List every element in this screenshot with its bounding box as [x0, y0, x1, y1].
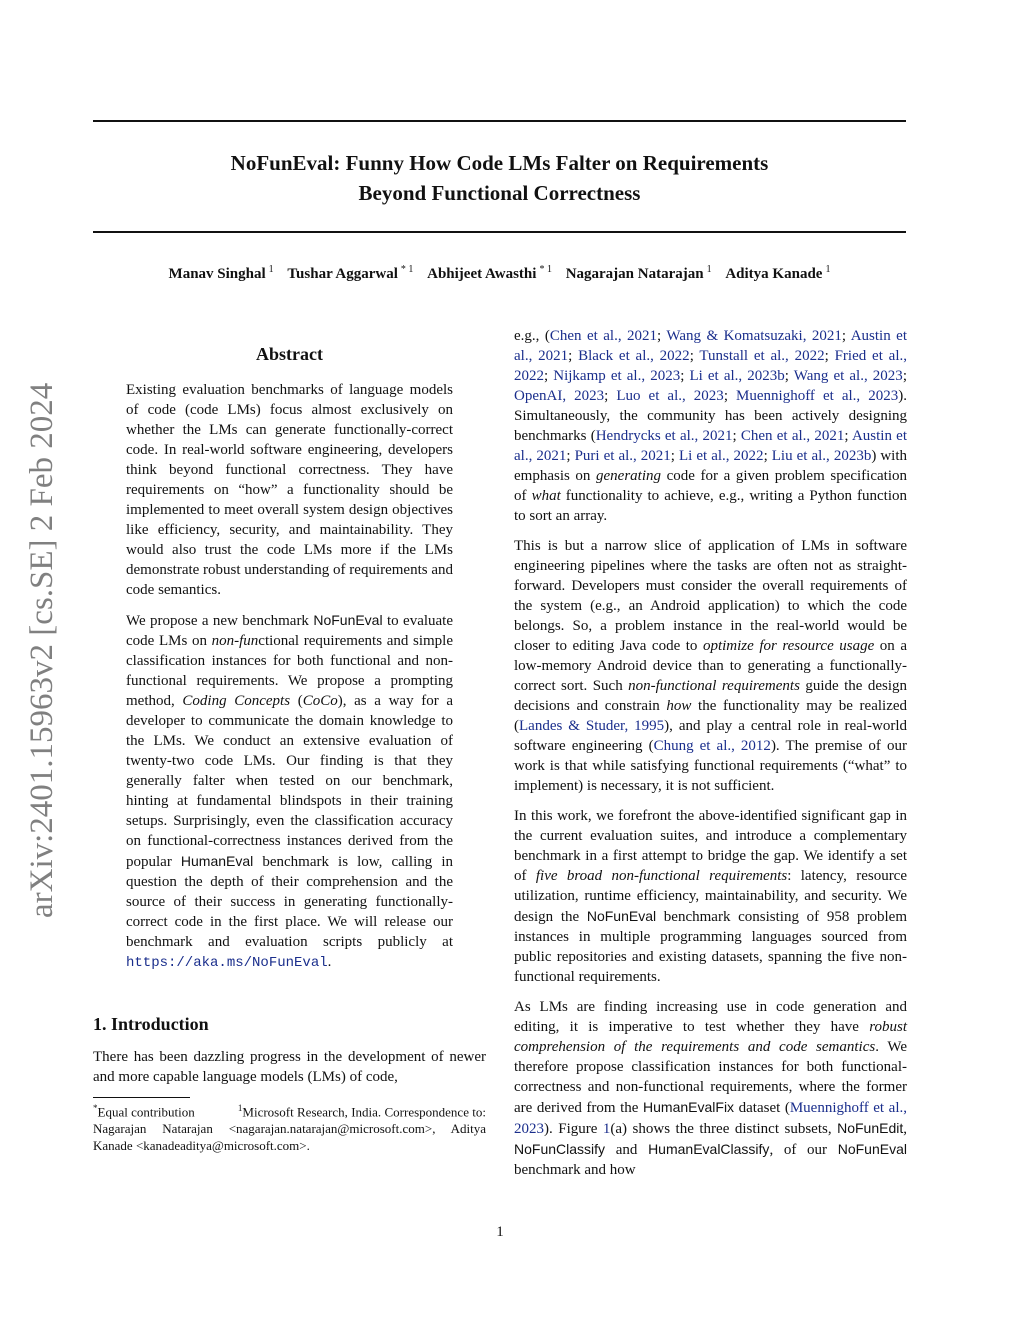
- abstract: [93, 380, 486, 973]
- citation-link[interactable]: Muennighoff et al., 2023: [736, 388, 899, 404]
- author: Nagarajan Natarajan $^1$: [565, 264, 712, 282]
- citation-link[interactable]: Chen et al., 2021: [740, 428, 845, 444]
- citation-link[interactable]: Austin et al., 2021: [514, 428, 907, 464]
- benchmark-link[interactable]: https://aka.ms/NoFunEval: [126, 955, 328, 971]
- body-paragraph-3: In this work, we forefront the above-identified significant gap in the current evaluation suites, and introduce a complementary benchmark in a first attempt to bridge the gap. We identify a set of five broad non-functional requirements: latency, resource utilization, runtime efficiency, maintainability, and security. We design the NoFunEval benchmark consisting of 958 problem instances in multiple programming languages sourced from public repositories and existing datasets, spanning the five non-functional requirements.: [514, 808, 908, 985]
- citation-link[interactable]: Wang & Komatsuzaki, 2021: [666, 328, 842, 344]
- citation-link[interactable]: Fried et al., 2022: [514, 348, 908, 384]
- page-number: 1: [496, 1224, 504, 1240]
- paper-title: [93, 148, 906, 208]
- citation-link[interactable]: Muennighoff et al., 2023: [514, 1100, 907, 1137]
- title-line-1: NoFunEval: Funny How Code LMs Falter on Requirements: [230, 151, 769, 175]
- citation-link[interactable]: Liu et al., 2023b: [771, 448, 872, 464]
- figure-link[interactable]: 1: [602, 1121, 611, 1137]
- body-paragraph-1: e.g., (Chen et al., 2021; Wang & Komatsuzaki, 2021; Austin et al., 2021; Black et al., 2022; Tunstall et al., 2022; Fried et al., 2022; Nijkamp et al., 2023; Li et al., 2023b; Wang et al., 2023; OpenAI, 2023; Luo et al., 2023; Muennighoff et al., 2023). Simultaneously, the community has been actively designing benchmarks (Hendrycks et al., 2021; Chen et al., 2021; Austin et al., 2021; Puri et al., 2021; Li et al., 2022; Liu et al., 2023b) with emphasis on generating code for a given problem specification of what functionality to achieve, e.g., writing a Python function to sort an array.: [514, 328, 908, 524]
- citation-link[interactable]: Luo et al., 2023: [616, 388, 724, 404]
- title-line-2: Beyond Functional Correctness: [358, 181, 641, 205]
- citation-link[interactable]: Chen et al., 2021: [549, 328, 658, 344]
- arxiv-identifier: arXiv:2401.15963v2 [cs.SE] 2 Feb 2024: [24, 382, 60, 918]
- left-column: [93, 340, 486, 1154]
- citation-link[interactable]: Landes & Studer, 1995: [519, 718, 665, 734]
- right-column: [514, 326, 907, 1190]
- citation-link[interactable]: Li et al., 2022: [679, 448, 764, 464]
- author: Manav Singhal $^1$: [168, 264, 274, 282]
- citation-link[interactable]: Tunstall et al., 2022: [699, 348, 825, 364]
- section-heading-introduction: 1. Introduction: [93, 1014, 209, 1034]
- title-rule-top: [93, 120, 906, 122]
- citation-link[interactable]: Chung et al., 2012: [653, 738, 771, 754]
- citation-link[interactable]: Puri et al., 2021: [574, 448, 671, 464]
- citation-link[interactable]: Austin et al., 2021: [514, 328, 907, 364]
- body-paragraph-2: This is but a narrow slice of application of LMs in software engineering pipelines where the tasks are often not as straight-forward. Developers must consider the overall requirements of the system (e.g., an Android application) to which the code belongs. So, a problem instance in the real-world would be closer to editing Java code to optimize for resource usage on a low-memory Android device than to generating a functionally-correct sort. Such non-functional requirements guide the design decisions and constrain how the functionality may be realized (Landes & Studer, 1995), and play a central role in real-world software engineering (Chung et al., 2012). The premise of our work is that while satisfying functional requirements (“what” to implement) is necessary, it is not sufficient.: [514, 538, 908, 794]
- author: Aditya Kanade $^1$: [725, 264, 831, 282]
- footnote-rule: [93, 1097, 190, 1098]
- author-list: [93, 264, 906, 283]
- citation-link[interactable]: Black et al., 2022: [578, 348, 690, 364]
- citation-link[interactable]: Nijkamp et al., 2023: [553, 368, 681, 384]
- author: Tushar Aggarwal $^{* 1}$: [287, 264, 414, 282]
- citation-link[interactable]: Hendrycks et al., 2021: [595, 428, 733, 444]
- citation-link[interactable]: Wang et al., 2023: [793, 368, 903, 384]
- citation-link[interactable]: OpenAI, 2023: [514, 388, 605, 404]
- body-paragraph-4: As LMs are finding increasing use in code generation and editing, it is imperative to test whether they have robust comprehension of the requirements and code semantics. We therefore propose classification instances for both functional-correctness and non-functional requirements, where the former are derived from the HumanEvalFix dataset (Muennighoff et al., 2023). Figure 1(a) shows the three distinct subsets, NoFunEdit, NoFunClassify and HumanEvalClassify, of our NoFunEval benchmark and how: [514, 999, 907, 1178]
- title-rule-bottom: [93, 231, 906, 233]
- intro-paragraph-1: There has been dazzling progress in the development of newer and more capable language models (LMs) of code,: [93, 1049, 486, 1085]
- footnote: *Equal contribution $^1$Microsoft Research, India. Correspondence to: Nagarajan Natarajan <nagarajan.natarajan@microsoft.com>, Aditya Kanade <kanadeaditya@microsoft.com>.: [93, 1103, 487, 1154]
- citation-link[interactable]: Li et al., 2023b: [689, 368, 785, 384]
- author: Abhijeet Awasthi $^{* 1}$: [427, 264, 552, 282]
- abstract-paragraph-2: We propose a new benchmark NoFunEval to evaluate code LMs on non-functional requirements and simple classification instances for both functional and non-functional requirements. We propose a prompting method, Coding Concepts (CoCo), as a way for a developer to communicate the domain knowledge to the LMs. We conduct an extensive evaluation of twenty-two code LMs. Our finding is that they generally falter when tested on our benchmark, hinting at fundamental blindspots in their training setups. Surprisingly, even the classification accuracy on functional-correctness instances derived from the popular HumanEval benchmark is low, calling in question the depth of their comprehension and the source of their success in generating functionally-correct code in the first place. We will release our benchmark and evaluation scripts publicly at https://aka.ms/NoFunEval.: [126, 612, 454, 971]
- abstract-heading: Abstract: [256, 344, 323, 364]
- abstract-paragraph-1: Existing evaluation benchmarks of language models of code (code LMs) focus almost exclusively on whether the LMs can generate functionally-correct code. In real-world software engineering, developers think beyond functional correctness. They have requirements on “how” a functionality should be implemented to meet overall system design objectives like efficiency, security, and maintainability. They would also trust the code LMs more if the LMs demonstrate robust understanding of requirements and code semantics.: [126, 382, 453, 598]
